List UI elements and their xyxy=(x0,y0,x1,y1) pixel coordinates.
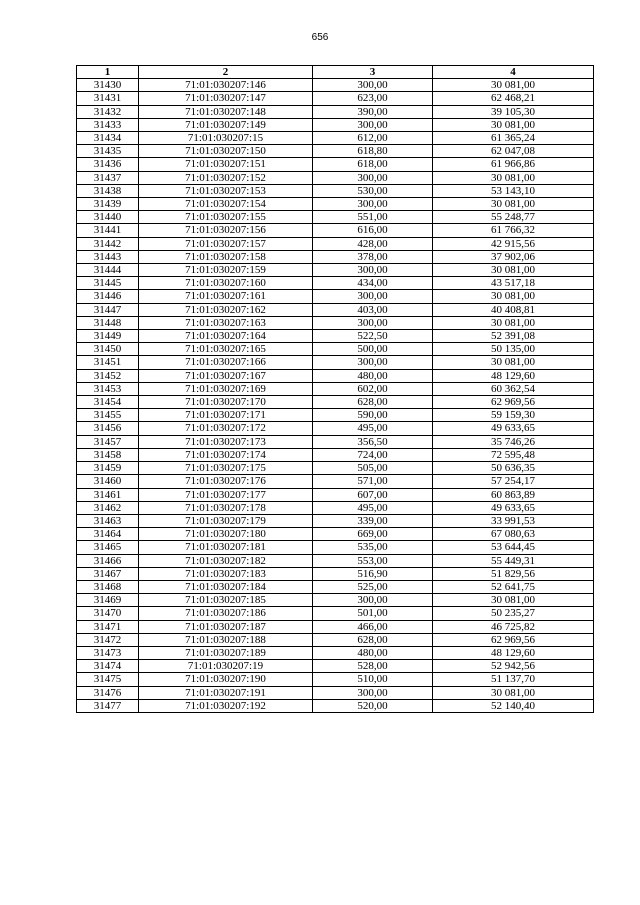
cadastral-number-cell: 71:01:030207:160 xyxy=(139,277,313,290)
table-body xyxy=(77,79,594,713)
area-cell: 669,00 xyxy=(313,528,433,541)
value-cell: 30 081,00 xyxy=(433,356,594,369)
value-cell: 67 080,63 xyxy=(433,528,594,541)
row-number-cell: 31439 xyxy=(77,198,139,211)
area-cell: 300,00 xyxy=(313,686,433,699)
area-cell: 495,00 xyxy=(313,422,433,435)
value-cell: 30 081,00 xyxy=(433,171,594,184)
value-cell: 59 159,30 xyxy=(433,409,594,422)
cadastral-number-cell: 71:01:030207:165 xyxy=(139,343,313,356)
area-cell: 300,00 xyxy=(313,290,433,303)
row-number-cell: 31436 xyxy=(77,158,139,171)
value-cell: 60 362,54 xyxy=(433,382,594,395)
table-row xyxy=(77,501,594,514)
area-cell: 300,00 xyxy=(313,198,433,211)
area-cell: 612,00 xyxy=(313,132,433,145)
area-cell: 300,00 xyxy=(313,594,433,607)
table-row xyxy=(77,330,594,343)
cadastral-number-cell: 71:01:030207:187 xyxy=(139,620,313,633)
area-cell: 300,00 xyxy=(313,79,433,92)
table-row xyxy=(77,356,594,369)
row-number-cell: 31461 xyxy=(77,488,139,501)
row-number-cell: 31437 xyxy=(77,171,139,184)
cadastral-number-cell: 71:01:030207:167 xyxy=(139,369,313,382)
table-row xyxy=(77,171,594,184)
cadastral-number-cell: 71:01:030207:151 xyxy=(139,158,313,171)
row-number-cell: 31434 xyxy=(77,132,139,145)
row-number-cell: 31430 xyxy=(77,79,139,92)
area-cell: 495,00 xyxy=(313,501,433,514)
table-row xyxy=(77,646,594,659)
cadastral-number-cell: 71:01:030207:159 xyxy=(139,264,313,277)
value-cell: 35 746,26 xyxy=(433,435,594,448)
area-cell: 525,00 xyxy=(313,580,433,593)
value-cell: 49 633,65 xyxy=(433,422,594,435)
cadastral-number-cell: 71:01:030207:155 xyxy=(139,211,313,224)
row-number-cell: 31476 xyxy=(77,686,139,699)
area-cell: 480,00 xyxy=(313,646,433,659)
table-row xyxy=(77,198,594,211)
table-row xyxy=(77,660,594,673)
value-cell: 61 766,32 xyxy=(433,224,594,237)
cadastral-number-cell: 71:01:030207:169 xyxy=(139,382,313,395)
area-cell: 522,50 xyxy=(313,330,433,343)
column-header-2: 2 xyxy=(139,66,313,79)
area-cell: 300,00 xyxy=(313,356,433,369)
value-cell: 46 725,82 xyxy=(433,620,594,633)
value-cell: 61 365,24 xyxy=(433,132,594,145)
area-cell: 571,00 xyxy=(313,475,433,488)
cadastral-number-cell: 71:01:030207:182 xyxy=(139,554,313,567)
area-cell: 628,00 xyxy=(313,396,433,409)
table-row xyxy=(77,528,594,541)
value-cell: 30 081,00 xyxy=(433,79,594,92)
value-cell: 55 449,31 xyxy=(433,554,594,567)
row-number-cell: 31455 xyxy=(77,409,139,422)
column-header-3: 3 xyxy=(313,66,433,79)
cadastral-number-cell: 71:01:030207:188 xyxy=(139,633,313,646)
row-number-cell: 31460 xyxy=(77,475,139,488)
row-number-cell: 31469 xyxy=(77,594,139,607)
cadastral-number-cell: 71:01:030207:190 xyxy=(139,673,313,686)
table-row xyxy=(77,686,594,699)
value-cell: 72 595,48 xyxy=(433,448,594,461)
table-row xyxy=(77,369,594,382)
area-cell: 616,00 xyxy=(313,224,433,237)
row-number-cell: 31470 xyxy=(77,607,139,620)
table-row xyxy=(77,211,594,224)
cadastral-number-cell: 71:01:030207:161 xyxy=(139,290,313,303)
value-cell: 30 081,00 xyxy=(433,264,594,277)
table-row xyxy=(77,224,594,237)
value-cell: 62 047,08 xyxy=(433,145,594,158)
area-cell: 553,00 xyxy=(313,554,433,567)
area-cell: 300,00 xyxy=(313,118,433,131)
header-row xyxy=(77,66,594,79)
table-row xyxy=(77,79,594,92)
table-row xyxy=(77,673,594,686)
cadastral-number-cell: 71:01:030207:156 xyxy=(139,224,313,237)
cadastral-number-cell: 71:01:030207:174 xyxy=(139,448,313,461)
row-number-cell: 31451 xyxy=(77,356,139,369)
table-row xyxy=(77,303,594,316)
row-number-cell: 31458 xyxy=(77,448,139,461)
area-cell: 403,00 xyxy=(313,303,433,316)
cadastral-number-cell: 71:01:030207:146 xyxy=(139,79,313,92)
table-row xyxy=(77,132,594,145)
area-cell: 390,00 xyxy=(313,105,433,118)
row-number-cell: 31448 xyxy=(77,316,139,329)
row-number-cell: 31441 xyxy=(77,224,139,237)
row-number-cell: 31438 xyxy=(77,184,139,197)
value-cell: 48 129,60 xyxy=(433,369,594,382)
value-cell: 53 644,45 xyxy=(433,541,594,554)
table-row xyxy=(77,158,594,171)
table-row xyxy=(77,264,594,277)
area-cell: 501,00 xyxy=(313,607,433,620)
row-number-cell: 31432 xyxy=(77,105,139,118)
row-number-cell: 31456 xyxy=(77,422,139,435)
table-row xyxy=(77,184,594,197)
table-row xyxy=(77,633,594,646)
row-number-cell: 31444 xyxy=(77,264,139,277)
value-cell: 43 517,18 xyxy=(433,277,594,290)
area-cell: 530,00 xyxy=(313,184,433,197)
value-cell: 51 829,56 xyxy=(433,567,594,580)
cadastral-number-cell: 71:01:030207:172 xyxy=(139,422,313,435)
table-row xyxy=(77,290,594,303)
table-row xyxy=(77,250,594,263)
area-cell: 628,00 xyxy=(313,633,433,646)
column-header-1: 1 xyxy=(77,66,139,79)
cadastral-number-cell: 71:01:030207:163 xyxy=(139,316,313,329)
table-row xyxy=(77,699,594,712)
cadastral-number-cell: 71:01:030207:179 xyxy=(139,514,313,527)
table-row xyxy=(77,316,594,329)
table-row xyxy=(77,145,594,158)
cadastral-number-cell: 71:01:030207:170 xyxy=(139,396,313,409)
row-number-cell: 31445 xyxy=(77,277,139,290)
area-cell: 551,00 xyxy=(313,211,433,224)
cadastral-number-cell: 71:01:030207:164 xyxy=(139,330,313,343)
cadastral-number-cell: 71:01:030207:185 xyxy=(139,594,313,607)
row-number-cell: 31443 xyxy=(77,250,139,263)
value-cell: 30 081,00 xyxy=(433,316,594,329)
table-row xyxy=(77,343,594,356)
cadastral-number-cell: 71:01:030207:15 xyxy=(139,132,313,145)
cadastral-number-cell: 71:01:030207:152 xyxy=(139,171,313,184)
cadastral-number-cell: 71:01:030207:162 xyxy=(139,303,313,316)
cadastral-number-cell: 71:01:030207:148 xyxy=(139,105,313,118)
value-cell: 50 636,35 xyxy=(433,462,594,475)
area-cell: 607,00 xyxy=(313,488,433,501)
table-row xyxy=(77,92,594,105)
row-number-cell: 31464 xyxy=(77,528,139,541)
cadastral-number-cell: 71:01:030207:181 xyxy=(139,541,313,554)
area-cell: 590,00 xyxy=(313,409,433,422)
cadastral-number-cell: 71:01:030207:177 xyxy=(139,488,313,501)
cadastral-number-cell: 71:01:030207:186 xyxy=(139,607,313,620)
area-cell: 300,00 xyxy=(313,316,433,329)
cadastral-number-cell: 71:01:030207:184 xyxy=(139,580,313,593)
table-row xyxy=(77,396,594,409)
row-number-cell: 31465 xyxy=(77,541,139,554)
area-cell: 339,00 xyxy=(313,514,433,527)
area-cell: 300,00 xyxy=(313,171,433,184)
table-row xyxy=(77,620,594,633)
table-row xyxy=(77,105,594,118)
value-cell: 37 902,06 xyxy=(433,250,594,263)
table-row xyxy=(77,541,594,554)
area-cell: 520,00 xyxy=(313,699,433,712)
row-number-cell: 31466 xyxy=(77,554,139,567)
table-row xyxy=(77,462,594,475)
cadastral-number-cell: 71:01:030207:171 xyxy=(139,409,313,422)
table-row xyxy=(77,475,594,488)
row-number-cell: 31440 xyxy=(77,211,139,224)
value-cell: 50 135,00 xyxy=(433,343,594,356)
area-cell: 480,00 xyxy=(313,369,433,382)
table-row xyxy=(77,488,594,501)
cadastral-table xyxy=(76,65,594,713)
row-number-cell: 31449 xyxy=(77,330,139,343)
value-cell: 40 408,81 xyxy=(433,303,594,316)
column-header-4: 4 xyxy=(433,66,594,79)
cadastral-number-cell: 71:01:030207:150 xyxy=(139,145,313,158)
value-cell: 50 235,27 xyxy=(433,607,594,620)
table-row xyxy=(77,594,594,607)
row-number-cell: 31431 xyxy=(77,92,139,105)
area-cell: 378,00 xyxy=(313,250,433,263)
value-cell: 30 081,00 xyxy=(433,686,594,699)
value-cell: 39 105,30 xyxy=(433,105,594,118)
value-cell: 62 969,56 xyxy=(433,633,594,646)
area-cell: 623,00 xyxy=(313,92,433,105)
cadastral-number-cell: 71:01:030207:183 xyxy=(139,567,313,580)
row-number-cell: 31462 xyxy=(77,501,139,514)
table-row xyxy=(77,237,594,250)
area-cell: 500,00 xyxy=(313,343,433,356)
row-number-cell: 31454 xyxy=(77,396,139,409)
value-cell: 33 991,53 xyxy=(433,514,594,527)
row-number-cell: 31474 xyxy=(77,660,139,673)
table-row xyxy=(77,554,594,567)
cadastral-number-cell: 71:01:030207:173 xyxy=(139,435,313,448)
area-cell: 356,50 xyxy=(313,435,433,448)
table-row xyxy=(77,580,594,593)
area-cell: 428,00 xyxy=(313,237,433,250)
cadastral-number-cell: 71:01:030207:191 xyxy=(139,686,313,699)
row-number-cell: 31447 xyxy=(77,303,139,316)
area-cell: 724,00 xyxy=(313,448,433,461)
row-number-cell: 31450 xyxy=(77,343,139,356)
value-cell: 30 081,00 xyxy=(433,290,594,303)
table-row xyxy=(77,422,594,435)
table-row xyxy=(77,448,594,461)
value-cell: 51 137,70 xyxy=(433,673,594,686)
area-cell: 602,00 xyxy=(313,382,433,395)
value-cell: 52 140,40 xyxy=(433,699,594,712)
area-cell: 535,00 xyxy=(313,541,433,554)
row-number-cell: 31446 xyxy=(77,290,139,303)
cadastral-number-cell: 71:01:030207:192 xyxy=(139,699,313,712)
value-cell: 30 081,00 xyxy=(433,198,594,211)
table-row xyxy=(77,607,594,620)
cadastral-number-cell: 71:01:030207:19 xyxy=(139,660,313,673)
row-number-cell: 31457 xyxy=(77,435,139,448)
area-cell: 300,00 xyxy=(313,264,433,277)
area-cell: 618,00 xyxy=(313,158,433,171)
table-row xyxy=(77,409,594,422)
value-cell: 49 633,65 xyxy=(433,501,594,514)
cadastral-number-cell: 71:01:030207:176 xyxy=(139,475,313,488)
value-cell: 53 143,10 xyxy=(433,184,594,197)
area-cell: 618,80 xyxy=(313,145,433,158)
page-number: 656 xyxy=(311,32,329,43)
value-cell: 52 641,75 xyxy=(433,580,594,593)
row-number-cell: 31463 xyxy=(77,514,139,527)
row-number-cell: 31453 xyxy=(77,382,139,395)
row-number-cell: 31471 xyxy=(77,620,139,633)
value-cell: 60 863,89 xyxy=(433,488,594,501)
value-cell: 62 969,56 xyxy=(433,396,594,409)
row-number-cell: 31459 xyxy=(77,462,139,475)
area-cell: 434,00 xyxy=(313,277,433,290)
cadastral-number-cell: 71:01:030207:178 xyxy=(139,501,313,514)
value-cell: 52 391,08 xyxy=(433,330,594,343)
value-cell: 30 081,00 xyxy=(433,594,594,607)
area-cell: 510,00 xyxy=(313,673,433,686)
cadastral-number-cell: 71:01:030207:153 xyxy=(139,184,313,197)
table-row xyxy=(77,435,594,448)
table-row xyxy=(77,382,594,395)
value-cell: 55 248,77 xyxy=(433,211,594,224)
value-cell: 42 915,56 xyxy=(433,237,594,250)
value-cell: 52 942,56 xyxy=(433,660,594,673)
cadastral-number-cell: 71:01:030207:166 xyxy=(139,356,313,369)
row-number-cell: 31435 xyxy=(77,145,139,158)
table-row xyxy=(77,118,594,131)
row-number-cell: 31442 xyxy=(77,237,139,250)
value-cell: 57 254,17 xyxy=(433,475,594,488)
table-row xyxy=(77,277,594,290)
row-number-cell: 31468 xyxy=(77,580,139,593)
area-cell: 466,00 xyxy=(313,620,433,633)
cadastral-number-cell: 71:01:030207:180 xyxy=(139,528,313,541)
row-number-cell: 31477 xyxy=(77,699,139,712)
area-cell: 505,00 xyxy=(313,462,433,475)
table-row xyxy=(77,567,594,580)
row-number-cell: 31473 xyxy=(77,646,139,659)
row-number-cell: 31472 xyxy=(77,633,139,646)
cadastral-number-cell: 71:01:030207:147 xyxy=(139,92,313,105)
value-cell: 62 468,21 xyxy=(433,92,594,105)
cadastral-number-cell: 71:01:030207:149 xyxy=(139,118,313,131)
row-number-cell: 31475 xyxy=(77,673,139,686)
cadastral-number-cell: 71:01:030207:189 xyxy=(139,646,313,659)
value-cell: 30 081,00 xyxy=(433,118,594,131)
value-cell: 48 129,60 xyxy=(433,646,594,659)
cadastral-number-cell: 71:01:030207:154 xyxy=(139,198,313,211)
area-cell: 528,00 xyxy=(313,660,433,673)
row-number-cell: 31467 xyxy=(77,567,139,580)
cadastral-number-cell: 71:01:030207:157 xyxy=(139,237,313,250)
area-cell: 516,90 xyxy=(313,567,433,580)
cadastral-number-cell: 71:01:030207:158 xyxy=(139,250,313,263)
value-cell: 61 966,86 xyxy=(433,158,594,171)
row-number-cell: 31452 xyxy=(77,369,139,382)
cadastral-number-cell: 71:01:030207:175 xyxy=(139,462,313,475)
table-row xyxy=(77,514,594,527)
row-number-cell: 31433 xyxy=(77,118,139,131)
